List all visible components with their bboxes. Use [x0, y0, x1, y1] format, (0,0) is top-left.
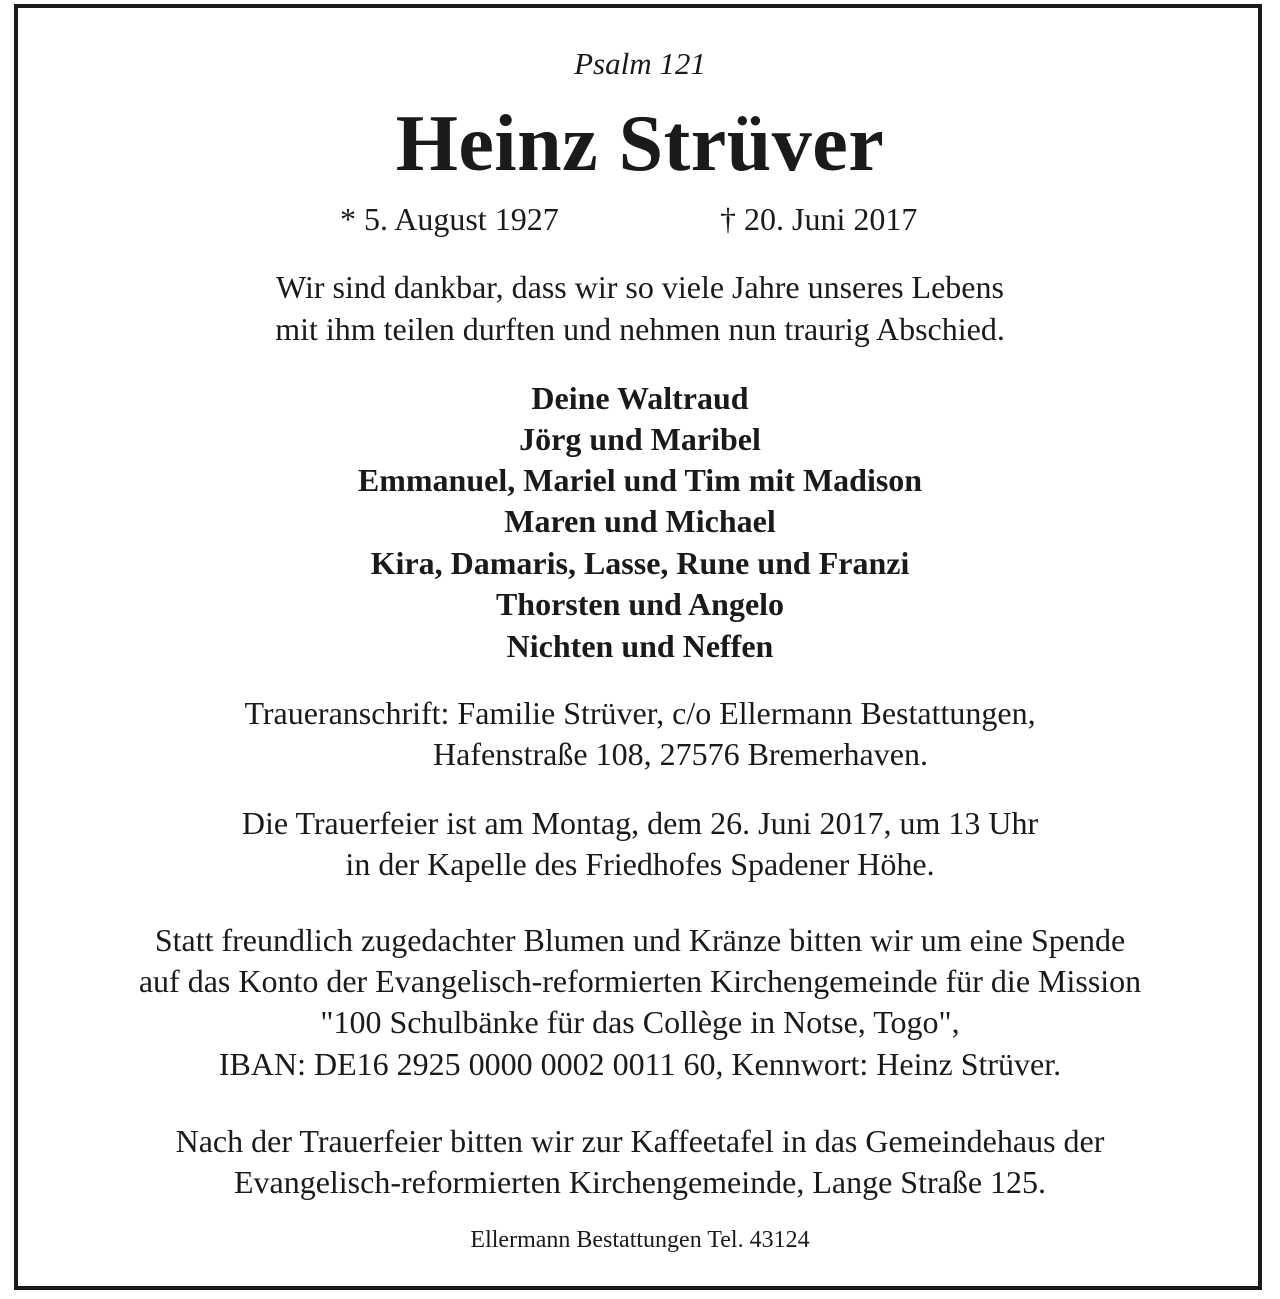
donation-line-1: Statt freundlich zugedachter Blumen und Kränze bitten wir um eine Spende: [154, 922, 1126, 958]
death-date: † 20. Juni 2017: [720, 201, 918, 237]
donation-line-2: auf das Konto der Evangelisch-reformierten Kirchengemeinde für die Mission: [138, 963, 1142, 999]
birth-date: * 5. August 1927: [340, 201, 559, 237]
coffee-line-1: Nach der Trauerfeier bitten wir zur Kaffeetafel in das Gemeindehaus der: [175, 1123, 1105, 1159]
mourner-line: Nichten und Neffen: [506, 628, 774, 664]
donation-line-3: "100 Schulbänke für das Collège in Notse, Togo",: [320, 1004, 960, 1040]
mourner-line: Maren und Michael: [504, 503, 776, 539]
mourner-line: Jörg und Maribel: [519, 421, 761, 457]
coffee-line-2: Evangelisch-reformierten Kirchengemeinde, Lange Straße 125.: [233, 1164, 1047, 1200]
deceased-name: Heinz Strüver: [395, 100, 885, 188]
service-line-1: Die Trauerfeier ist am Montag, dem 26. Juni 2017, um 13 Uhr: [241, 805, 1039, 841]
donation-line-4: IBAN: DE16 2925 0000 0002 0011 60, Kennwort: Heinz Strüver.: [218, 1046, 1062, 1082]
gratitude-line-2: mit ihm teilen durften und nehmen nun traurig Abschied.: [275, 311, 1005, 347]
mourner-line: Thorsten und Angelo: [495, 586, 785, 622]
mourner-line: Emmanuel, Mariel und Tim mit Madison: [357, 462, 923, 498]
service-line-2: in der Kapelle des Friedhofes Spadener Höhe.: [345, 846, 935, 882]
gratitude-line-1: Wir sind dankbar, dass wir so viele Jahre unseres Lebens: [276, 269, 1004, 305]
psalm-reference: Psalm 121: [574, 46, 706, 81]
mourner-line: Deine Waltraud: [531, 380, 749, 416]
funeral-home-footer: Ellermann Bestattungen Tel. 43124: [470, 1227, 810, 1253]
mourner-line: Kira, Damaris, Lasse, Rune und Franzi: [370, 545, 910, 581]
mourning-address-line-1: Traueranschrift: Familie Strüver, c/o Ellermann Bestattungen,: [244, 695, 1036, 731]
mourning-address-line-2: Hafenstraße 108, 27576 Bremerhaven.: [433, 736, 928, 772]
